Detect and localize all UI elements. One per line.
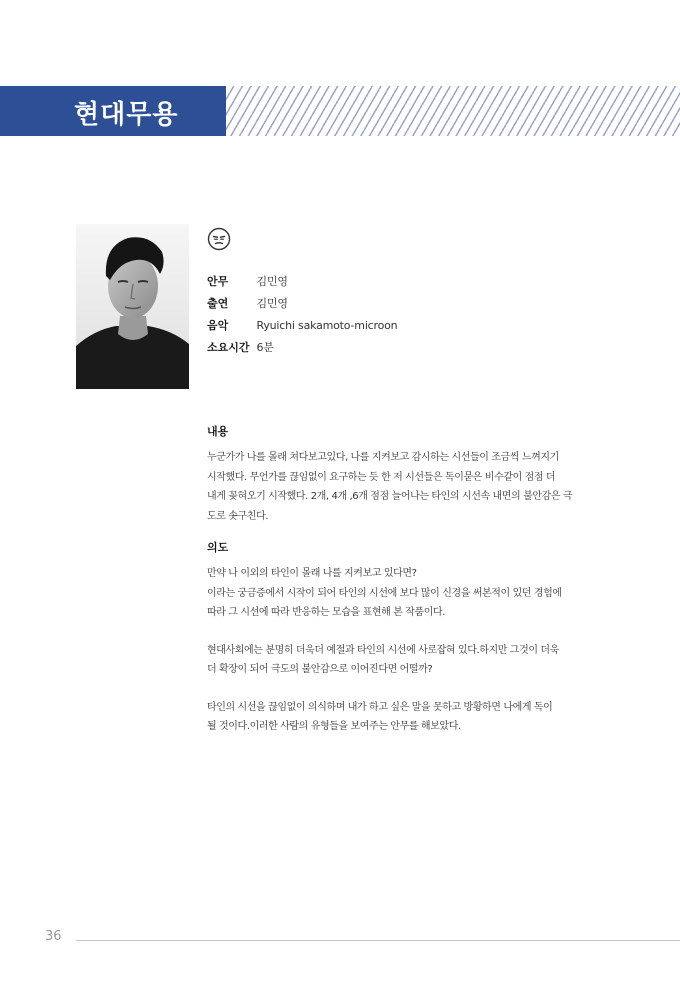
content-line: 시작했다. 무언가를 끊임없이 요구하는 듯 한 저 시선들은 독이묻은 비수같이 점점 더 [207, 471, 556, 483]
footer-rule [76, 940, 680, 941]
credit-label: 안무 [207, 275, 229, 288]
intent-line: 타인의 시선을 끊임없이 의식하며 내가 하고 싶은 말을 못하고 방황하면 나에게 독이 [207, 701, 553, 713]
credit-row-choreography [207, 275, 397, 297]
credit-row-music [207, 319, 397, 341]
banner-block [0, 86, 226, 136]
intent-section [207, 539, 607, 737]
section-title: 현대무용 [74, 100, 179, 130]
credit-label: 소요시간 [207, 341, 250, 354]
credit-value: Ryuichi sakamoto-microon [256, 319, 398, 332]
credit-label: 출연 [207, 297, 229, 310]
credit-label: 음악 [207, 319, 229, 332]
intent-line: 더 확장이 되어 극도의 불안감으로 이어진다면 어떨까? [207, 664, 433, 675]
content-heading: 내용 [207, 425, 229, 438]
content-line: 누군가가 나를 몰래 쳐다보고있다, 나를 지켜보고 감시하는 시선들이 조금씩 느껴지기 [207, 452, 559, 463]
intent-line: 만약 나 이외의 타인이 몰래 나를 지켜보고 있다면? [207, 568, 417, 579]
section-banner [0, 86, 680, 136]
intent-line: 따라 그 시선에 따라 반응하는 모습을 표현해 본 작품이다. [207, 607, 445, 618]
performer-photo [76, 224, 189, 389]
content-line: 내게 꽂혀오기 시작했다. 2개, 4개 ,6개 점점 늘어나는 타인의 시선속 내면의 불안감은 극 [207, 491, 573, 502]
credits-list [207, 275, 397, 363]
credit-row-cast [207, 297, 397, 319]
credit-value: 김민영 [256, 275, 288, 288]
content-section [207, 423, 607, 526]
content-line: 도로 솟구친다. [207, 510, 269, 522]
credit-row-duration [207, 341, 397, 363]
credit-value: 6분 [256, 341, 274, 354]
credit-value: 김민영 [256, 297, 288, 310]
intent-line: 이라는 궁금증에서 시작이 되어 타인의 시선에 보다 많이 신경을 써본적이 있던 경험에 [207, 587, 562, 599]
intent-heading: 의도 [207, 541, 229, 554]
page-number: 36 [45, 929, 62, 944]
intent-line: 현대사회에는 분명히 더욱더 예절과 타인의 시선에 사로잡혀 있다.하지만 그것이 더욱 [207, 644, 559, 656]
intent-line: 될 것이다.이러한 사람의 유형들을 보여주는 안무를 해보았다. [207, 721, 461, 732]
banner-hatch-pattern [226, 86, 680, 136]
uneasy-face-icon [207, 227, 231, 251]
